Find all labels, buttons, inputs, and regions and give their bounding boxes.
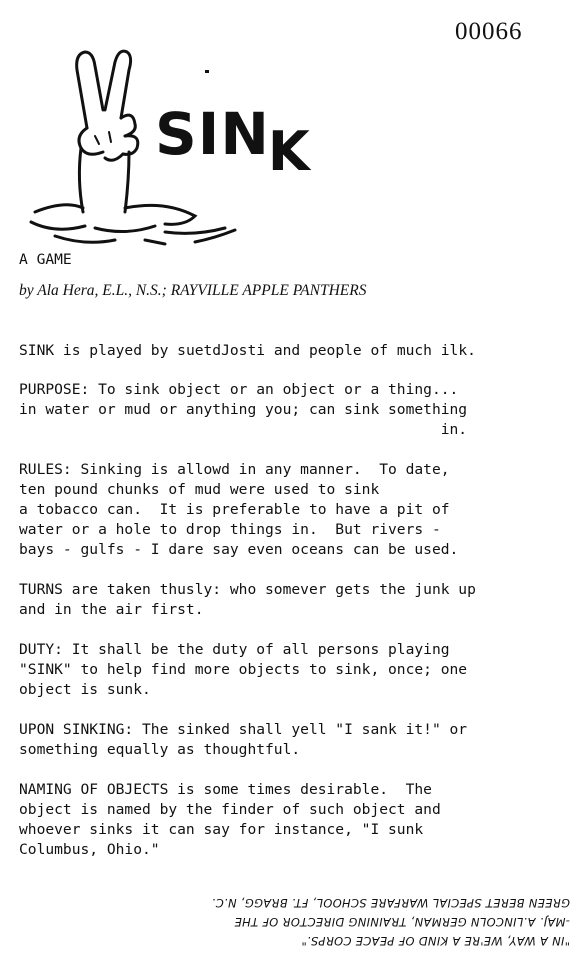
paragraph-duty: DUTY: It shall be the duty of all persons playing "SINK" to help find more objects to sink, once; one object is sunk. [19, 641, 468, 698]
paragraph-upon-sinking: UPON SINKING: The sinked shall yell "I sank it!" or something equally as thoughtful. [19, 721, 468, 758]
footnote-line: "IN A WAY, WE'RE A KIND OF PEACE CORPS." [301, 934, 570, 948]
paragraph-rules: RULES: Sinking is allowd in any manner. To date, ten pound chunks of mud were used to sink a tobacco can. It is preferable to have a pit of water or a hole to drop things in. But rivers - bays - gulfs - I dare say even oceans can be used. [19, 461, 459, 558]
paragraph-turns: TURNS are taken thusly: who somever gets the junk up and in the air first. [19, 581, 476, 618]
footnote-line: -MAJ. A.LINCOLN GERMAN, TRAINING DIRECTOR OF THE [234, 915, 570, 929]
byline: by Ala Hera, E.L., N.S.; RAYVILLE APPLE PANTHERS [19, 282, 367, 299]
paragraph-naming: NAMING OF OBJECTS is some times desirable. The object is named by the finder of such object and whoever sinks it can say for instance, "I sunk Columbus, Ohio." [19, 781, 441, 858]
page-number: 00066 [455, 18, 523, 45]
intro-suffix: and people of much ilk. [265, 342, 476, 359]
upside-down-footnote [150, 893, 570, 950]
footnote-line: GREEN BERET SPECIAL WARFARE SCHOOL, FT. BRAGG, N.C. [211, 896, 570, 910]
intro-mirrored-word: suetdJosti [177, 342, 266, 359]
title-last-letter: K [267, 120, 311, 183]
game-title [155, 100, 311, 183]
subtitle: A GAME [19, 251, 72, 268]
intro-prefix: SINK is played by [19, 342, 178, 359]
title-main: SIN [155, 100, 270, 168]
paragraph-purpose: PURPOSE: To sink object or an object or a thing... in water or mud or anything you; can sink something in. [19, 381, 468, 438]
intro-line [19, 341, 476, 361]
